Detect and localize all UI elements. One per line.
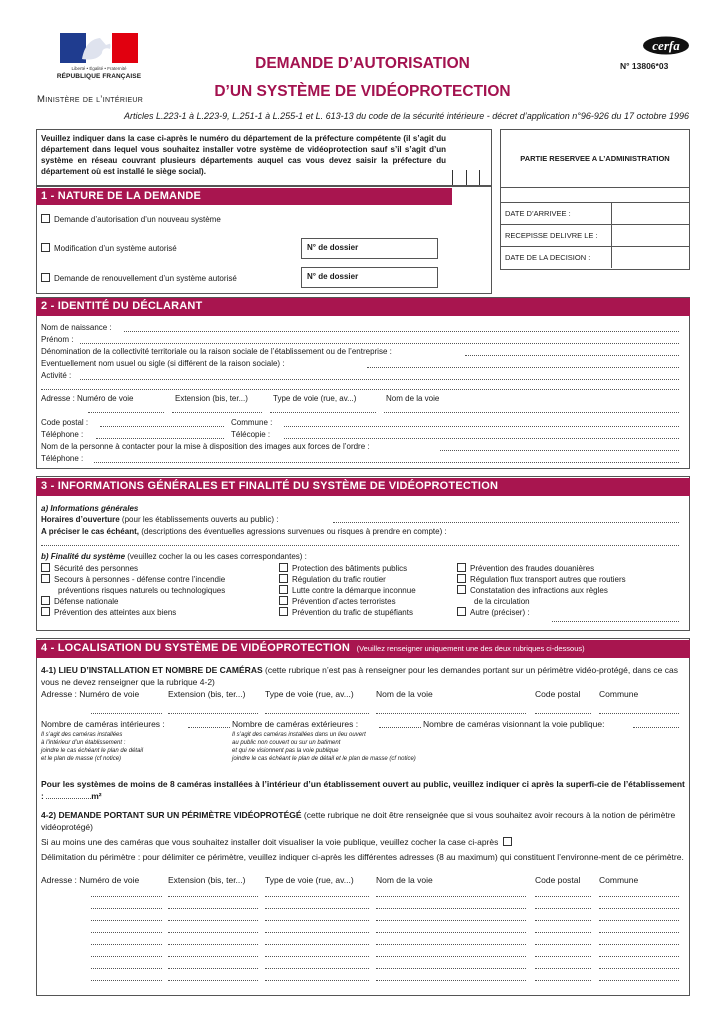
s41-nom-field[interactable]	[376, 713, 526, 714]
activite-field[interactable]	[80, 379, 679, 380]
note-int-line1: Il s’agit des caméras installées	[41, 732, 123, 738]
perimeter-cp-field[interactable]	[535, 944, 591, 945]
cam-int-label: Nombre de caméras intérieures :	[41, 719, 165, 729]
admin-recepisse	[501, 225, 689, 247]
finalite-col1	[41, 563, 225, 618]
perimeter-commune-field[interactable]	[599, 980, 679, 981]
checkbox-secours[interactable]	[41, 574, 50, 583]
cam-pub-field[interactable]	[633, 727, 679, 728]
dossier-label-modification: N° de dossier	[307, 243, 359, 252]
s42-title: 4-2) DEMANDE PORTANT SUR UN PÉRIMÈTRE VIDÉOPROTÉGÉ	[41, 810, 302, 820]
perimeter-nom-field[interactable]	[376, 920, 526, 921]
cam-int-field[interactable]	[188, 727, 230, 728]
checkbox-batiments-publics[interactable]	[279, 563, 288, 572]
perimeter-cp-field[interactable]	[535, 920, 591, 921]
section3-title: 3 - INFORMATIONS GÉNÉRALES ET FINALITÉ DU SYSTÈME DE VIDÉOPROTECTION	[36, 478, 690, 496]
finalite-stupefiants[interactable]	[279, 607, 416, 618]
perimeter-extension-field[interactable]	[168, 920, 258, 921]
finalite-line	[41, 551, 307, 562]
s41-address-headers	[41, 688, 686, 700]
finalite-infractions-label: Constatation des infractions aux règles	[470, 586, 608, 595]
telephone-field[interactable]	[96, 438, 224, 439]
section4-title-bar	[36, 640, 690, 658]
s41-adr-numero: Adresse : Numéro de voie	[41, 689, 140, 699]
finalite-atteintes-biens-label: Prévention des atteintes aux biens	[54, 608, 177, 617]
perimeter-numero-field[interactable]	[91, 932, 162, 933]
denomination-label: Dénomination de la collectivité territoriale ou la raison sociale de l’établissement ou de l’entreprise :	[41, 347, 392, 356]
checkbox-new-system[interactable]	[41, 214, 50, 223]
preciser-rest: (descriptions des éventuelles agressions survenues ou risques à prendre en compte) :	[138, 527, 447, 536]
section4-subtitle: (Veuillez renseigner uniquement une des deux rubriques ci-dessous)	[356, 644, 585, 653]
s42-adr-nom: Nom de la voie	[376, 875, 433, 885]
finalite-flux-transport[interactable]	[457, 574, 626, 585]
perimeter-cp-field[interactable]	[535, 932, 591, 933]
cam-ext-label: Nombre de caméras extérieures :	[232, 719, 359, 729]
perimeter-commune-field[interactable]	[599, 956, 679, 957]
voie-publique-text: Si au moins une des caméras que vous souhaitez installer doit visualiser la voie publique, veuillez cocher la case ci-après	[41, 837, 499, 847]
option-renewal[interactable]	[41, 273, 237, 284]
small-systems-line	[41, 778, 686, 802]
checkbox-infractions[interactable]	[457, 585, 466, 594]
prenom-field[interactable]	[80, 343, 679, 344]
s41-rest: (cette rubrique n’est pas à renseigner pour les demandes portant sur un périmètre vidéo-protégé, dans ce cas vous ne devez renseigner que la rubrique 4-2)	[41, 665, 678, 687]
checkbox-renewal[interactable]	[41, 273, 50, 282]
perimeter-cp-field[interactable]	[535, 980, 591, 981]
s41-title: 4-1) LIEU D’INSTALLATION ET NOMBRE DE CAMÉRAS	[41, 665, 263, 675]
voie-publique-line	[41, 836, 516, 848]
denomination-field[interactable]	[465, 355, 679, 356]
perimeter-extension-field[interactable]	[168, 956, 258, 957]
perimeter-commune-field[interactable]	[599, 944, 679, 945]
perimeter-cp-field[interactable]	[535, 896, 591, 897]
s42-adr-numero: Adresse : Numéro de voie	[41, 875, 140, 885]
checkbox-autre[interactable]	[457, 607, 466, 616]
perimeter-type-field[interactable]	[265, 920, 369, 921]
finalite-col2	[279, 563, 416, 618]
note-ext-line4: joindre le cas échéant le plan de détail et le plan de masse (cf notice)	[232, 756, 416, 762]
adresse-numero-field[interactable]	[88, 412, 164, 413]
dossier-field-modification[interactable]	[301, 238, 438, 259]
cerfa-logo-text: cerfa	[652, 38, 680, 53]
s41-adr-type: Type de voie (rue, av...)	[265, 689, 354, 699]
nom-naissance-field[interactable]	[124, 331, 679, 332]
adresse-extension-field[interactable]	[172, 412, 262, 413]
perimeter-numero-field[interactable]	[91, 944, 162, 945]
perimeter-nom-field[interactable]	[376, 980, 526, 981]
republic-name: RÉPUBLIQUE FRANÇAISE	[56, 73, 142, 80]
s42-adr-cp: Code postal	[535, 875, 581, 885]
option-modification-label: Modification d’un système autorisé	[54, 244, 177, 253]
s42-adr-type: Type de voie (rue, av...)	[265, 875, 354, 885]
finalite-batiments-publics-label: Protection des bâtiments publics	[292, 564, 408, 573]
checkbox-securite-personnes[interactable]	[41, 563, 50, 572]
finalite-terrorisme[interactable]	[279, 596, 416, 607]
checkbox-atteintes-biens[interactable]	[41, 607, 50, 616]
finalite-secours[interactable]	[41, 574, 225, 585]
dossier-field-renewal[interactable]	[301, 267, 438, 288]
perimeter-extension-field[interactable]	[168, 944, 258, 945]
note-ext-line3: et qui ne visionnent pas la voie publique	[232, 748, 339, 754]
option-modification[interactable]	[41, 243, 177, 254]
telephone2-label: Téléphone :	[41, 454, 84, 463]
horaires-label: Horaires d’ouverture	[41, 515, 120, 524]
checkbox-demarque[interactable]	[279, 585, 288, 594]
horaires-rest: (pour les établissements ouverts au public) :	[119, 515, 279, 524]
finalite-defense[interactable]	[41, 596, 225, 607]
finalite-trafic-routier-label: Régulation du trafic routier	[292, 575, 386, 584]
commune-field[interactable]	[284, 426, 679, 427]
perimeter-nom-field[interactable]	[376, 956, 526, 957]
option-renewal-label: Demande de renouvellement d’un système autorisé	[54, 274, 237, 283]
activite-field-2[interactable]	[41, 389, 679, 390]
perimeter-extension-field[interactable]	[168, 980, 258, 981]
finalite-securite-personnes-label: Sécurité des personnes	[54, 564, 139, 573]
cam-ext-field[interactable]	[379, 727, 421, 728]
finalite-demarque-label: Lutte contre la démarque inconnue	[292, 586, 416, 595]
section1-title: 1 - NATURE DE LA DEMANDE	[36, 188, 452, 205]
telecopie-label: Télécopie :	[231, 430, 271, 439]
perimeter-numero-field[interactable]	[91, 980, 162, 981]
finalite-stupefiants-label: Prévention du trafic de stupéfiants	[292, 608, 413, 617]
admin-date-decision-label: DATE DE LA DECISION :	[505, 253, 591, 262]
perimeter-commune-field[interactable]	[599, 932, 679, 933]
finalite-col3	[457, 563, 626, 618]
s41-cp-field[interactable]	[535, 713, 591, 714]
perimeter-type-field[interactable]	[265, 944, 369, 945]
horaires-line	[41, 514, 278, 525]
perimeter-commune-field[interactable]	[599, 968, 679, 969]
nom-usuel-field[interactable]	[367, 367, 679, 368]
s41-intro	[41, 664, 686, 688]
telephone-label: Téléphone :	[41, 430, 84, 439]
finalite-infractions-cont: de la circulation	[474, 597, 530, 606]
intro-text: Veuillez indiquer dans la case ci-après le numéro du département de la préfecture compétente (il s’agit du département dans lequel vous souhaitez installer votre système de vidéoprotection sauf s’il s’agit d’un système en réseau couvrant plusieurs départements auquel cas vous devez saisir la préfecture du département où est installé le siège social).	[41, 134, 446, 176]
perimeter-numero-field[interactable]	[91, 908, 162, 909]
ministry-name: Ministère de l’intérieur	[37, 94, 144, 105]
perimeter-commune-field[interactable]	[599, 908, 679, 909]
perimeter-nom-field[interactable]	[376, 944, 526, 945]
finalite-flux-transport-label: Régulation flux transport autres que routiers	[470, 575, 626, 584]
note-int-line4: et le plan de masse (cf notice)	[41, 756, 122, 762]
perimeter-extension-field[interactable]	[168, 908, 258, 909]
perimeter-type-field[interactable]	[265, 908, 369, 909]
s42-rest: (cette rubrique ne doit être renseignée que si vous souhaitez avoir recours à la notion de périmètre vidéoprotégé)	[41, 810, 676, 832]
s41-extension-field[interactable]	[168, 713, 258, 714]
perimeter-numero-field[interactable]	[91, 956, 162, 957]
perimeter-numero-field[interactable]	[91, 896, 162, 897]
code-postal-label: Code postal :	[41, 418, 89, 427]
telecopie-field[interactable]	[284, 438, 679, 439]
form-title-line2: D’UN SYSTÈME DE VIDÉOPROTECTION	[214, 83, 511, 100]
s41-numero-field[interactable]	[91, 713, 162, 714]
checkbox-fraudes[interactable]	[457, 563, 466, 572]
finalite-trafic-routier[interactable]	[279, 574, 416, 585]
s41-adr-nom: Nom de la voie	[376, 689, 433, 699]
perimeter-extension-field[interactable]	[168, 968, 258, 969]
perimeter-commune-field[interactable]	[599, 920, 679, 921]
s42-adr-commune: Commune	[599, 875, 639, 885]
adresse-nom-field[interactable]	[384, 412, 679, 413]
finalite-batiments-publics[interactable]	[279, 563, 416, 574]
finalite-title: b) Finalité du système	[41, 552, 126, 561]
telephone2-field[interactable]	[94, 462, 679, 463]
perimeter-type-field[interactable]	[265, 968, 369, 969]
perimeter-nom-field[interactable]	[376, 968, 526, 969]
extension-label: Extension (bis, ter...)	[175, 394, 248, 403]
delimitation-text: Délimitation du périmètre : pour délimiter ce périmètre, veuillez indiquer ci-après les différentes adresses (8 au maximum) qui constituent l’environne-ment de ce périmètre.	[41, 852, 684, 862]
nom-usuel-label: Eventuellement nom usuel ou sigle (si différent de la raison sociale) :	[41, 359, 285, 368]
option-new-system[interactable]	[41, 214, 221, 225]
contact-field[interactable]	[440, 450, 679, 451]
autre-field[interactable]	[552, 621, 679, 622]
finalite-terrorisme-label: Prévention d’actes terroristes	[292, 597, 396, 606]
cam-pub-label: Nombre de caméras visionnant la voie publique:	[423, 719, 605, 729]
nom-naissance-label: Nom de naissance :	[41, 323, 112, 332]
perimeter-cp-field[interactable]	[535, 908, 591, 909]
department-input[interactable]	[452, 170, 491, 185]
checkbox-terrorisme[interactable]	[279, 596, 288, 605]
surface-unit: m²	[91, 791, 102, 801]
finalite-defense-label: Défense nationale	[54, 597, 119, 606]
checkbox-voie-publique[interactable]	[503, 837, 512, 846]
preciser-line	[41, 526, 447, 537]
small-systems-text: Pour les systèmes de moins de 8 caméras installées à l’intérieur d’un établissement ouvert au public, veuillez indiquer ci après la superfi-cie de l’établissement :	[41, 779, 685, 801]
finalite-autre-label: Autre (préciser) :	[470, 608, 530, 617]
checkbox-modification[interactable]	[41, 243, 50, 252]
s41-adr-extension: Extension (bis, ter...)	[168, 689, 246, 699]
s41-adr-cp: Code postal	[535, 689, 581, 699]
perimeter-type-field[interactable]	[265, 980, 369, 981]
note-cam-ext	[232, 731, 416, 763]
finalite-fraudes[interactable]	[457, 563, 626, 574]
republic-motto: Liberté • Égalité • Fraternité	[71, 66, 127, 71]
s42-address-headers	[41, 874, 686, 886]
marianne-logo	[60, 33, 138, 63]
perimeter-nom-field[interactable]	[376, 908, 526, 909]
note-ext-line1: Il s’agit des caméras installées dans un lieu ouvert	[232, 732, 366, 738]
code-postal-field[interactable]	[100, 426, 224, 427]
adresse-label: Adresse : Numéro de voie	[41, 394, 134, 403]
s42-adr-extension: Extension (bis, ter...)	[168, 875, 246, 885]
perimeter-type-field[interactable]	[265, 896, 369, 897]
admin-date-arrivee-label: DATE D’ARRIVEE :	[505, 209, 571, 218]
surface-field[interactable]	[46, 798, 91, 799]
checkbox-stupefiants[interactable]	[279, 607, 288, 616]
nom-voie-label: Nom de la voie	[386, 394, 440, 403]
finalite-autre[interactable]	[457, 607, 626, 618]
perimeter-numero-field[interactable]	[91, 920, 162, 921]
admin-title: PARTIE RESERVEE A L’ADMINISTRATION	[501, 130, 689, 188]
admin-recepisse-label: RECEPISSE DELIVRE LE :	[505, 231, 598, 240]
note-int-line3: joindre le cas échéant le plan de détail	[41, 748, 144, 754]
type-voie-label: Type de voie (rue, av...)	[273, 394, 357, 403]
finalite-rest: (veuillez cocher la ou les cases correspondantes) :	[125, 552, 307, 561]
prenom-label: Prénom :	[41, 335, 74, 344]
finalite-fraudes-label: Prévention des fraudes douanières	[470, 564, 595, 573]
perimeter-nom-field[interactable]	[376, 932, 526, 933]
form-number: N° 13806*03	[620, 61, 669, 71]
adresse-type-field[interactable]	[270, 412, 376, 413]
s41-commune-field[interactable]	[599, 713, 679, 714]
s41-adr-commune: Commune	[599, 689, 639, 699]
perimeter-extension-field[interactable]	[168, 896, 258, 897]
finalite-infractions[interactable]	[457, 585, 626, 596]
finalite-atteintes-biens[interactable]	[41, 607, 225, 618]
admin-box	[500, 129, 690, 270]
finalite-secours-label: Secours à personnes - défense contre l’incendie	[54, 575, 226, 584]
section4-title: 4 - LOCALISATION DU SYSTÈME DE VIDÉOPROTECTION	[41, 642, 351, 654]
perimeter-nom-field[interactable]	[376, 896, 526, 897]
horaires-field[interactable]	[333, 522, 679, 523]
s41-type-field[interactable]	[265, 713, 369, 714]
perimeter-type-field[interactable]	[265, 932, 369, 933]
s42-intro	[41, 809, 686, 833]
legal-articles: Articles L.223-1 à L.223-9, L.251-1 à L.255-1 et L. 613-13 du code de la sécurité intérieure - décret d’application n°96-926 du 17 octobre 1996	[124, 111, 689, 121]
perimeter-numero-field[interactable]	[91, 968, 162, 969]
cerfa-logo	[642, 36, 690, 55]
perimeter-cp-field[interactable]	[535, 956, 591, 957]
finalite-secours-cont: préventions risques naturels ou technologiques	[58, 586, 226, 595]
finalite-securite-personnes[interactable]	[41, 563, 225, 574]
preciser-label: A préciser le cas échéant,	[41, 527, 139, 536]
preciser-field[interactable]	[41, 545, 679, 546]
checkbox-trafic-routier[interactable]	[279, 574, 288, 583]
commune-label: Commune :	[231, 418, 273, 427]
admin-date-arrivee	[501, 202, 689, 225]
option-new-system-label: Demande d’autorisation d’un nouveau système	[54, 215, 221, 224]
checkbox-flux-transport[interactable]	[457, 574, 466, 583]
contact-label: Nom de la personne à contacter pour la mise à disposition des images aux forces de l’ordre :	[41, 442, 370, 451]
form-title-line1: DEMANDE D’AUTORISATION	[255, 55, 470, 72]
perimeter-commune-field[interactable]	[599, 896, 679, 897]
perimeter-extension-field[interactable]	[168, 932, 258, 933]
activite-label: Activité :	[41, 371, 72, 380]
section3-a-title: a) Informations générales	[41, 504, 139, 513]
finalite-demarque[interactable]	[279, 585, 416, 596]
checkbox-defense[interactable]	[41, 596, 50, 605]
note-int-line2: à l’intérieur d’un établissement :	[41, 740, 126, 746]
perimeter-type-field[interactable]	[265, 956, 369, 957]
dossier-label-renewal: N° de dossier	[307, 272, 359, 281]
section2-title: 2 - IDENTITÉ DU DÉCLARANT	[36, 298, 690, 316]
note-ext-line2: au public non couvert ou sur un batiment	[232, 740, 341, 746]
note-cam-int	[41, 731, 143, 763]
admin-date-decision	[501, 247, 689, 268]
perimeter-cp-field[interactable]	[535, 968, 591, 969]
